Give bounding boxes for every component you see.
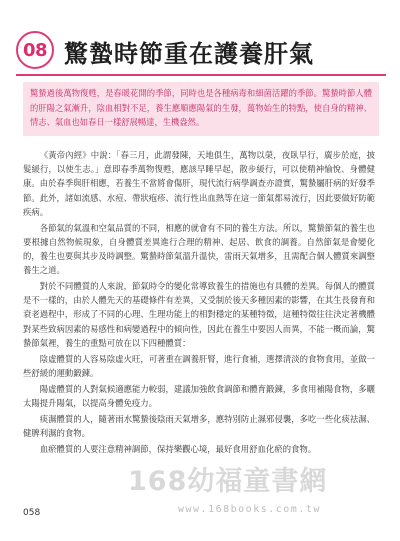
body-paragraph: 《黃帝內經》中說：「春三月，此謂發陳，天地俱生，萬物以榮，夜臥早行，廣步於庭，披髮緩行，以使生志。」意即春季萬物復甦，應該早睡早起，散步緩行，可以使精神愉悅、身體健康。由於春季與肝相應，若養生不當將會傷肝，現代流行病學調查亦證實，驚蟄屬肝病的好發季節。此外，諸如流感、水痘、帶狀疱疹、流行性出血熱等在這一節氣都易流行，因此要做好防範疾病。 xyxy=(23,150,375,217)
chapter-number-badge: 08 xyxy=(16,31,54,69)
page-number: 058 xyxy=(23,508,41,518)
body-paragraph: 各節氣的氣溫和空氣品質的不同，相應的就會有不同的養生方法。所以，驚蟄節氣的養生也要根據自然物候現象，自身體質差異進行合理的精神、起居、飲食的調養。自然節氣是會變化的，養生也要與其步及時調整。驚蟄時節氣溫升溫快，雷雨天氣增多，且需配合個人體質來調整養生之道。 xyxy=(23,222,375,276)
body-paragraph: 陰虛體質的人容易陰虛火旺，可著重在調養肝腎，進行食補，選擇清淡的食物食用，並做一些舒緩的運動鍛鍊。 xyxy=(23,353,375,378)
body-paragraph: 陽虛體質的人對氣候適應能力較弱，建議加強飲食調節和體育鍛鍊，多食用補陽食物，多曬太陽提升陽氣，以提高身體免疫力。 xyxy=(23,383,375,408)
chapter-title: 驚蟄時節重在護養肝氣 xyxy=(64,40,314,68)
header-divider xyxy=(16,74,386,76)
chapter-header xyxy=(14,28,386,72)
body-paragraph: 對於不同體質的人來說，節氣時令的變化常導致養生的措施也有具體的差異。每個人的體質是不一樣的，由於人體先天的基礎條件有差異，又受制於後天多種因素的影響，在其生長發育和衰老過程中，形成了不同的心理、生理功能上的相對穩定的某種特徵，這種特徵往往決定著機體對某些致病因素的易感性和病變過程中的傾向性，因此在養生中要因人而異，不能一概而論，驚蟄節氣裡，養生的重點可放在以下四種體質： xyxy=(23,281,375,348)
intro-summary: 驚蟄過後萬物復甦，是春暖花開的季節，同時也是各種病毒和細菌活躍的季節。驚蟄時節人體的肝陽之氣漸升，陰血相對不足，養生應順應陽氣的生發，萬物始生的特點，使自身的精神、情志、氣血也如春日一樣舒展暢達，生機盎然。 xyxy=(23,82,379,136)
watermark-url: www.168books.com.tw xyxy=(178,504,321,515)
watermark-name: 168幼福童書網 xyxy=(128,466,328,497)
body-paragraph: 痰濕體質的人，隨著雨水驚蟄後陰雨天氣增多，應特別防止濕邪侵襲，多吃一些化痰祛濕、健脾利濕的食物。 xyxy=(23,413,375,438)
article-body xyxy=(23,148,375,457)
body-paragraph: 血瘀體質的人要注意精神調節，保持樂觀心境，最好食用舒血化瘀的食物。 xyxy=(39,443,317,454)
